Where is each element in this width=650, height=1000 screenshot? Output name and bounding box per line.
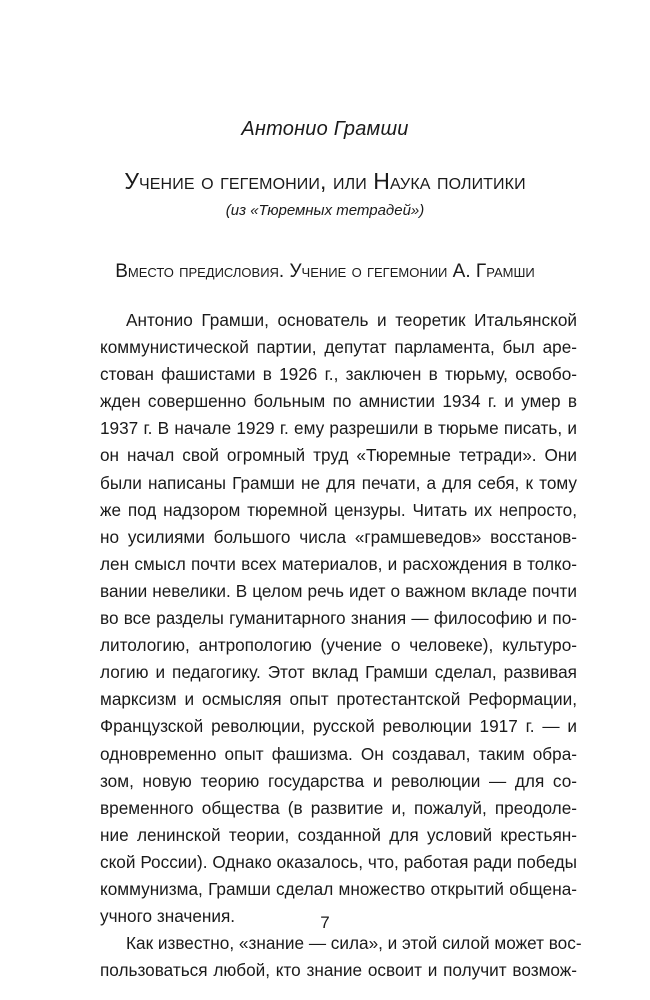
page-number: 7: [320, 913, 330, 932]
text-line: вании невелики. В целом речь идет о важном вкладе почти: [100, 580, 577, 601]
text-line: лен смысл почти всех материалов, и расхождения в толко-: [100, 553, 577, 574]
text-line: коммунистической партии, депутат парламента, был аре-: [100, 337, 577, 358]
text-line: жден совершенно больным по амнистии 1934 г. и умер в: [100, 391, 577, 412]
text-line: он начал свой огромный труд «Тюремные тетради». Они: [100, 445, 577, 466]
text-line: стован фашистами в 1926 г., заключен в тюрьму, освобо-: [100, 364, 577, 385]
text-line: во все разделы гуманитарного знания — философию и по-: [100, 608, 577, 629]
work-subtitle: (из «Тюремных тетрадей»): [225, 202, 425, 219]
section-heading: Вместо предисловия. Учение о гегемонии А. Грамши: [115, 261, 535, 282]
text-line: учного значения.: [100, 906, 236, 927]
text-line: коммунизма, Грамши сделал множество открытий общена-: [100, 878, 577, 899]
author-name: Антонио Грамши: [241, 118, 409, 140]
text-line: марксизм и осмысляя опыт протестантской Реформации,: [100, 689, 577, 710]
text-line: ние ленинской теории, созданной для условий крестьян-: [100, 824, 577, 845]
text-line: но усилиями большого числа «грамшеведов» восстанов-: [100, 526, 577, 547]
text-line: Как известно, «знание — сила», и этой силой может вос-: [126, 933, 582, 954]
text-line: одновременно опыт фашизма. Он создавал, таким обра-: [100, 743, 577, 764]
text-line: Антонио Грамши, основатель и теоретик Итальянской: [126, 310, 577, 330]
text-line: Французской революции, русской революции 1917 г. — и: [100, 716, 577, 737]
text-line: зом, новую теорию государства и революции — для со-: [100, 770, 577, 791]
text-line: 1937 г. В начале 1929 г. ему разрешили в тюрьме писать, и: [100, 418, 577, 439]
work-title: Учение о гегемонии, или Наука политики: [124, 168, 526, 194]
text-line: временного общества (в развитие и, пожалуй, преодоле-: [100, 797, 577, 818]
text-line: литологию, антропологию (учение о человеке), культуро-: [100, 635, 577, 656]
text-line: же под надзором тюремной цензуры. Читать их непросто,: [100, 499, 577, 520]
text-line: логию и педагогику. Этот вклад Грамши сделал, развивая: [100, 662, 577, 683]
body-text: [100, 307, 582, 984]
text-line: были написаны Грамши не для печати, а для себя, к тому: [100, 472, 577, 493]
text-line: пользоваться любой, кто знание освоит и получит возмож-: [100, 960, 577, 981]
text-line: ской России). Однако оказалось, что, работая ради победы: [100, 851, 577, 872]
